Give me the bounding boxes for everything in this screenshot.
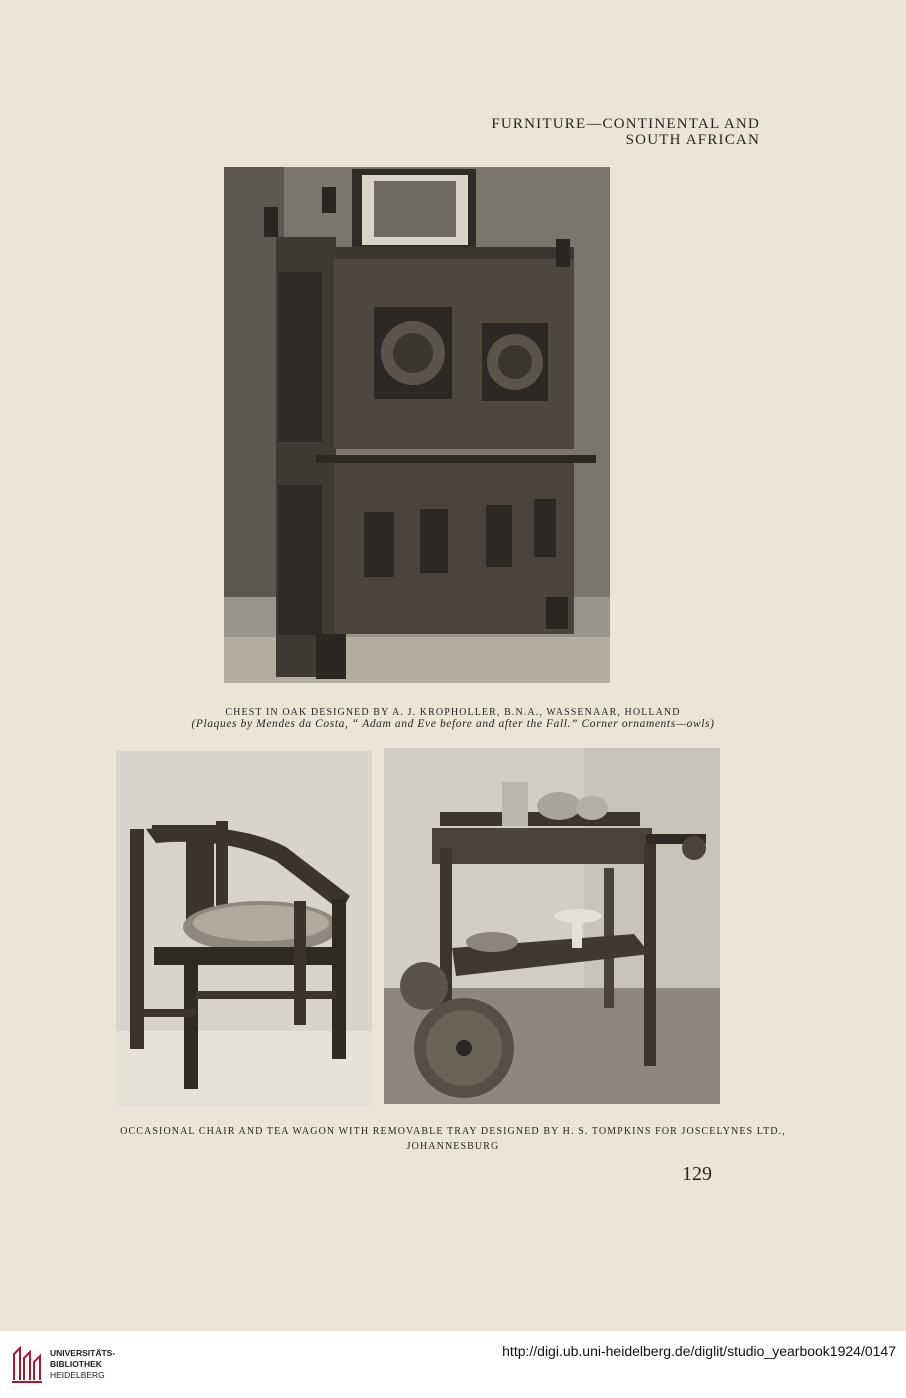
chair-wagon-caption (60, 1124, 846, 1154)
chest-caption: CHEST IN OAK DESIGNED BY A. J. KROPHOLLER, B.N.A., WASSENAAR, HOLLAND (225, 707, 681, 718)
header-line-2: SOUTH AFRICAN (625, 132, 760, 148)
chair-photograph (116, 751, 372, 1107)
running-header (491, 116, 760, 148)
library-name-line-3: HEIDELBERG (50, 1370, 105, 1380)
chest-photograph (224, 167, 610, 683)
tea-wagon-photograph (384, 748, 720, 1104)
permalink-url[interactable]: http://digi.ub.uni-heidelberg.de/diglit/studio_yearbook1924/0147 (502, 1343, 896, 1359)
library-logo-icon (10, 1344, 44, 1384)
header-line-1: FURNITURE—CONTINENTAL AND (491, 116, 760, 132)
library-name (50, 1348, 115, 1381)
chair-wagon-caption-line-1: OCCASIONAL CHAIR AND TEA WAGON WITH REMOVABLE TRAY DESIGNED BY H. S. TOMPKINS FOR JOSCELYNES LTD., (120, 1126, 786, 1137)
page-number: 129 (682, 1163, 712, 1185)
chest-subcaption: (Plaques by Mendes da Costa, “ Adam and Eve before and after the Fall.” Corner ornaments—owls) (191, 718, 715, 730)
footer-bar (0, 1331, 906, 1398)
library-name-line-2: BIBLIOTHEK (50, 1359, 102, 1369)
library-name-line-1: UNIVERSITÄTS- (50, 1348, 116, 1358)
chair-wagon-caption-line-2: JOHANNESBURG (406, 1141, 500, 1152)
